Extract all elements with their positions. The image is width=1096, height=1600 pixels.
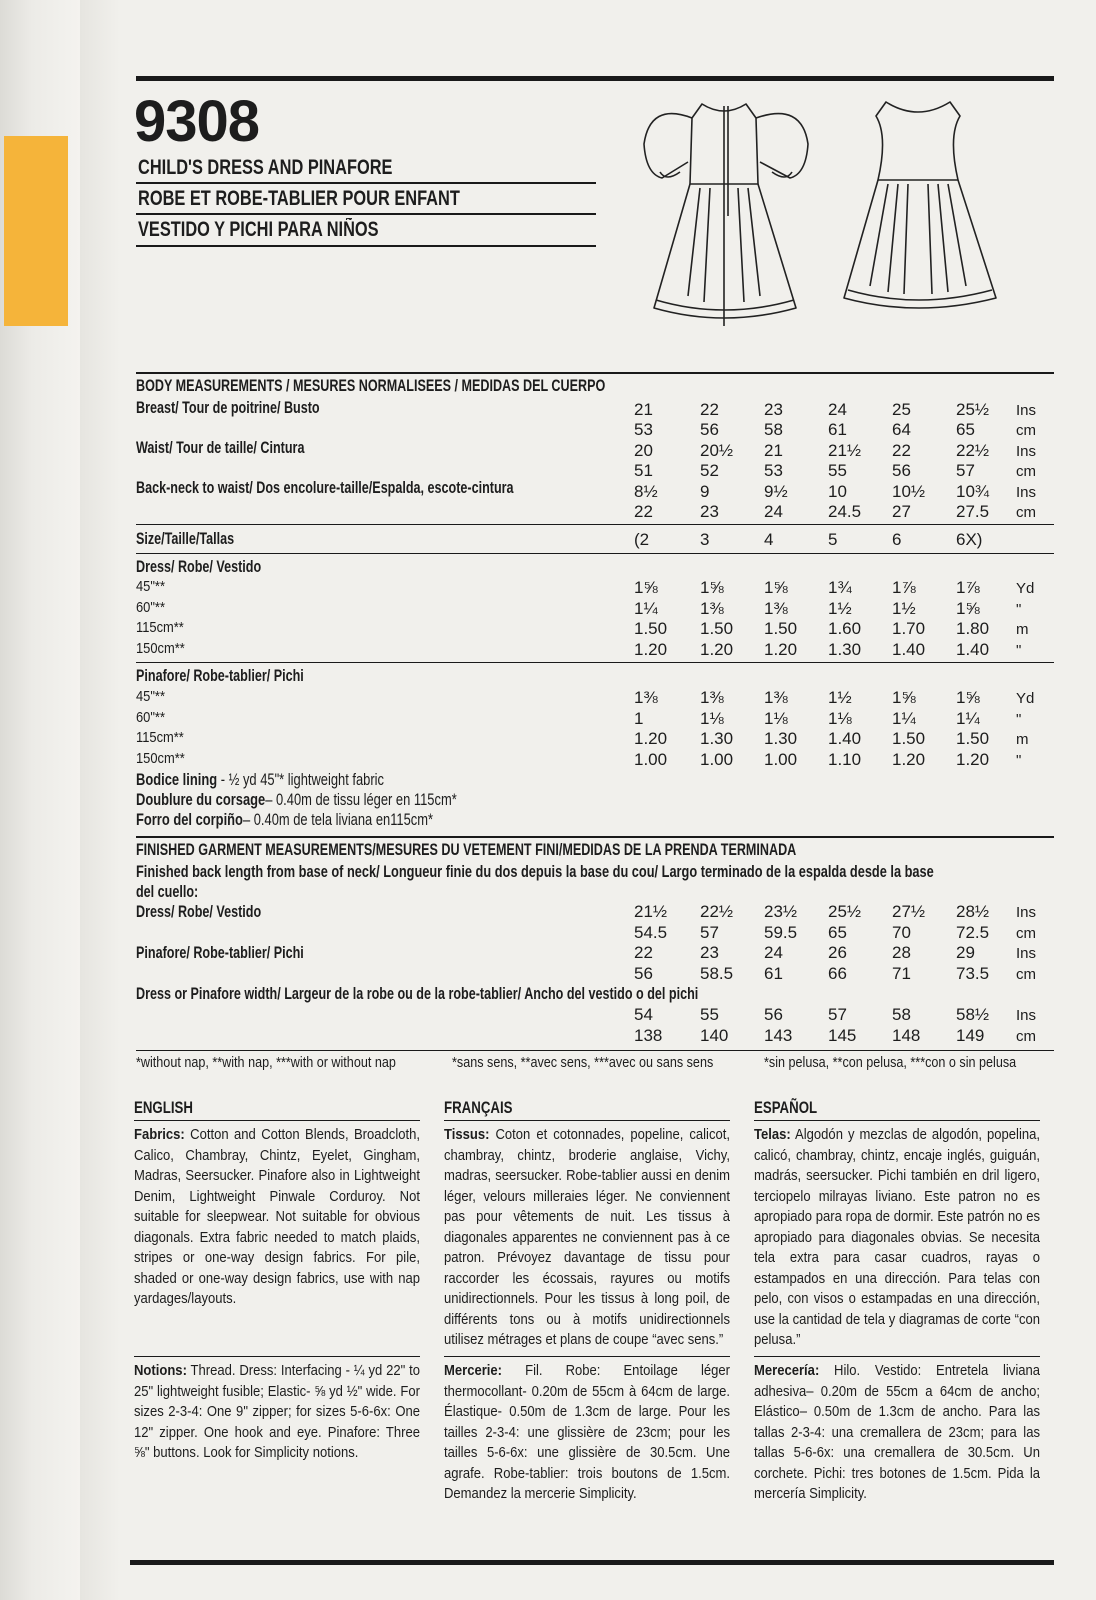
table-value: 1.00 [700, 749, 734, 769]
table-value: 1.20 [764, 639, 798, 659]
table-value: 9½ [764, 481, 788, 501]
back-neck-label: Back-neck to waist/ Dos encolure-taille/Espalda, escote-cintura [136, 478, 514, 497]
size-value: (2 [634, 530, 650, 549]
row-label: 45"** [136, 688, 165, 705]
table-value: 1.20 [634, 639, 668, 659]
column-rule [134, 1120, 420, 1121]
unit-label: Yd [1016, 690, 1035, 707]
table-value: 1.20 [700, 639, 734, 659]
table-value: 1.40 [828, 729, 862, 748]
row-label: 150cm** [136, 749, 185, 767]
table-value: 1.40 [892, 639, 926, 659]
table-value: 25½ [828, 902, 862, 921]
table-value: 54 [634, 1005, 653, 1024]
size-value: 6X) [956, 530, 983, 549]
table-value: 1⅜ [764, 688, 788, 707]
table-value: 52 [700, 461, 719, 481]
table-value: 1⅝ [956, 688, 980, 707]
table-value: 143 [764, 1025, 793, 1045]
table-value: 1⅜ [700, 688, 724, 707]
size-value: 5 [828, 530, 838, 549]
pinafore-heading: Pinafore/ Robe-tablier/ Pichi [136, 666, 304, 685]
notions-label: Mercerie: [444, 1363, 503, 1379]
table-value: 57 [828, 1005, 847, 1024]
column-rule [754, 1120, 1040, 1121]
table-value: 58.5 [700, 963, 734, 983]
table-value: 1.00 [764, 749, 798, 769]
table-value: 54.5 [634, 922, 668, 942]
row-label: 150cm** [136, 639, 185, 657]
table-value: 1¾ [828, 578, 852, 597]
table-value: 28 [892, 943, 911, 962]
table-value: 23 [700, 502, 719, 521]
table-value: 23 [700, 943, 719, 962]
dress-front-sketch [640, 96, 820, 336]
orange-tab [4, 136, 68, 326]
table-value: 57 [956, 461, 975, 481]
fabrics-text: Algodón y mezclas de algodón, popelina, calicó, chambray, chintz, encaje inglés, guiguán, madrás, seersucker. Pichi también en dril ligero, terciopelo milrayas liviano. Este patron no es apropiado para ropa de dormir. Este patrón no es apropiado para diagonales obvias. Se necesita tela extra para casar cuadros, rayas o estampados en una dirección. Para telas con pelo, con visos o estampadas en una dirección, use la cantidad de tela y diagramas de corte “con pelusa.” [754, 1127, 1040, 1348]
table-value: 1⅝ [956, 598, 980, 618]
column-heading: FRANÇAIS [444, 1098, 513, 1117]
size-value: 4 [764, 530, 774, 549]
table-value: 20 [634, 440, 653, 460]
column-rule [134, 1356, 420, 1357]
unit-label: cm [1016, 504, 1036, 521]
table-value: 1⅞ [892, 578, 916, 597]
row-label: 60"** [136, 598, 165, 616]
table-value: 1.60 [828, 619, 862, 638]
table-value: 20½ [700, 440, 734, 460]
title-rule-2 [136, 213, 596, 215]
table-value: 72.5 [956, 922, 990, 942]
notions-paragraph [444, 1361, 730, 1505]
notions-label: Merecería: [754, 1363, 820, 1379]
unit-label: Ins [1016, 483, 1037, 501]
row-label: 115cm** [136, 729, 184, 746]
table-value: 1.40 [956, 639, 990, 659]
fabrics-paragraph [134, 1125, 420, 1310]
table-value: 1 [634, 708, 644, 728]
table-value: 61 [764, 963, 783, 983]
table-value: 61 [828, 420, 847, 440]
unit-label: m [1016, 731, 1029, 748]
table-value: 22 [892, 440, 911, 460]
table-value: 1.10 [828, 749, 862, 769]
table-value: 10¾ [956, 481, 990, 501]
size-label: Size/Taille/Tallas [136, 529, 235, 548]
nap-note-english: *without nap, **with nap, ***with or without nap [136, 1054, 396, 1071]
section-rule-dress [136, 553, 1054, 554]
table-value: 1.50 [700, 619, 734, 638]
breast-label: Breast/ Tour de poitrine/ Busto [136, 398, 320, 417]
table-value: 56 [764, 1005, 783, 1024]
table-value: 58 [892, 1005, 911, 1024]
table-value: 56 [892, 461, 911, 481]
unit-label: cm [1016, 463, 1036, 481]
unit-label: cm [1016, 422, 1036, 440]
table-value: 1.30 [828, 639, 862, 659]
table-value: 53 [634, 420, 653, 440]
table-value: 22½ [700, 902, 734, 921]
size-value: 6 [892, 530, 902, 549]
table-value: 24 [764, 502, 783, 521]
section-rule-pinafore [136, 662, 1054, 663]
table-value: 58½ [956, 1005, 990, 1024]
unit-label: " [1016, 600, 1022, 618]
table-value: 70 [892, 922, 911, 942]
title-english: CHILD'S DRESS AND PINAFORE [138, 156, 393, 179]
table-value: 1⅛ [764, 708, 788, 728]
column-heading: ENGLISH [134, 1098, 193, 1117]
fabrics-label: Fabrics: [134, 1127, 185, 1143]
bottom-rule [130, 1560, 1054, 1565]
finished-dress-label: Dress/ Robe/ Vestido [136, 902, 262, 921]
table-value: 1⅝ [700, 578, 724, 597]
table-value: 10½ [892, 481, 926, 501]
table-value: 55 [828, 461, 847, 481]
unit-label: Ins [1016, 945, 1037, 962]
table-value: 1.20 [892, 749, 926, 769]
table-value: 65 [956, 420, 975, 440]
table-value: 22½ [956, 440, 990, 460]
table-value: 1½ [828, 688, 852, 707]
section-rule-finished [136, 836, 1054, 838]
table-value: 51 [634, 461, 653, 481]
fabrics-label: Telas: [754, 1127, 791, 1143]
table-value: 26 [828, 943, 847, 962]
unit-label: cm [1016, 924, 1036, 942]
table-value: 1.70 [892, 619, 926, 638]
table-value: 145 [828, 1025, 857, 1045]
fabrics-paragraph [754, 1125, 1040, 1351]
nap-note-french: *sans sens, **avec sens, ***avec ou sans sens [452, 1054, 714, 1071]
lining-spanish: Forro del corpiño– 0.40m de tela liviana en115cm* [136, 810, 434, 829]
top-rule [136, 76, 1054, 81]
table-value: 149 [956, 1025, 985, 1045]
table-value: 1⅝ [892, 688, 916, 707]
unit-label: Ins [1016, 442, 1037, 460]
column-rule [444, 1356, 730, 1357]
unit-label: " [1016, 710, 1022, 728]
title-rule-1 [136, 182, 596, 184]
table-value: 65 [828, 922, 847, 942]
table-value: 25½ [956, 400, 990, 419]
table-value: 25 [892, 400, 911, 419]
table-value: 28½ [956, 902, 990, 921]
title-spanish: VESTIDO Y PICHI PARA NIÑOS [138, 218, 379, 241]
table-value: 22 [634, 943, 653, 962]
table-value: 29 [956, 943, 975, 962]
body-measurements-heading: BODY MEASUREMENTS / MESURES NORMALISEES / MEDIDAS DEL CUERPO [136, 376, 606, 395]
table-value: 1⅜ [700, 598, 724, 618]
notions-paragraph [134, 1361, 420, 1464]
notions-label: Notions: [134, 1363, 187, 1379]
table-value: 1¼ [956, 708, 980, 728]
column-rule [444, 1120, 730, 1121]
finished-pinafore-label: Pinafore/ Robe-tablier/ Pichi [136, 943, 304, 962]
row-label: 45"** [136, 578, 165, 595]
row-label: 115cm** [136, 619, 184, 636]
table-value: 22 [700, 400, 719, 419]
title-french: ROBE ET ROBE-TABLIER POUR ENFANT [138, 187, 460, 210]
column-rule [754, 1356, 1040, 1357]
table-value: 58 [764, 420, 783, 440]
title-rule-3 [136, 245, 596, 247]
table-value: 24 [828, 400, 847, 419]
table-value: 21 [634, 400, 653, 419]
unit-label: Ins [1016, 904, 1037, 921]
table-value: 1⅝ [764, 578, 788, 597]
table-value: 140 [700, 1025, 729, 1045]
size-value: 3 [700, 530, 710, 549]
section-rule-body [136, 372, 1054, 374]
table-value: 1.80 [956, 619, 990, 638]
table-value: 21 [764, 440, 783, 460]
table-value: 55 [700, 1005, 719, 1024]
table-value: 1¼ [634, 598, 658, 618]
table-value: 56 [700, 420, 719, 440]
table-value: 1⅛ [700, 708, 724, 728]
table-value: 27 [892, 502, 911, 521]
lining-french: Doublure du corsage– 0.40m de tissu léger en 115cm* [136, 790, 457, 809]
pinafore-sketch [840, 96, 1010, 326]
table-value: 23 [764, 400, 783, 419]
unit-label: m [1016, 621, 1029, 638]
dress-heading: Dress/ Robe/ Vestido [136, 557, 262, 576]
unit-label: Ins [1016, 402, 1037, 419]
finished-subheading-cont: del cuello: [136, 882, 199, 901]
pattern-number: 9308 [134, 89, 260, 154]
notions-text: Fil. Robe: Entoilage léger thermocollant- 0.20m de 55cm à 64cm de large. Élastique- 0.50m de 1.3cm de large. Pour les tailles 2-3-4: une glissière de 23cm; pour les tailles 5-6-6x: une glissière de 30.5cm. Une agrafe. Robe-tablier: trois boutons de 1.5cm. Demandez la mercerie Simplicity. [444, 1363, 730, 1502]
table-value: 59.5 [764, 922, 798, 942]
table-value: 1½ [892, 598, 916, 618]
table-value: 66 [828, 963, 847, 983]
table-value: 53 [764, 461, 783, 481]
table-value: 8½ [634, 481, 658, 501]
table-value: 1.50 [634, 619, 668, 638]
fabrics-text: Cotton and Cotton Blends, Broadcloth, Calico, Chambray, Chintz, Eyelet, Gingham, Madras, Seersucker. Pinafore also in Lightweight Denim, Lightweight Pinwale Corduroy. Not suitable for sleepwear. Not suitable for obvious diagonals. Extra fabric needed to match plaids, stripes or one-way design fabrics. For pile, shaded or one-way design fabrics, use with nap yardages/layouts. [134, 1127, 420, 1307]
table-value: 1¼ [892, 708, 916, 728]
table-value: 1½ [828, 598, 852, 618]
table-value: 24.5 [828, 502, 862, 521]
finished-width-label: Dress or Pinafore width/ Largeur de la robe ou de la robe-tablier/ Ancho del vestido o del pichi [136, 984, 699, 1003]
table-value: 73.5 [956, 963, 990, 983]
table-value: 22 [634, 502, 653, 521]
finished-heading: FINISHED GARMENT MEASUREMENTS/MESURES DU VETEMENT FINI/MEDIDAS DE LA PRENDA TERMINADA [136, 840, 797, 859]
section-rule-nap [136, 1050, 1054, 1051]
table-value: 138 [634, 1025, 663, 1045]
row-label: 60"** [136, 708, 165, 726]
finished-subheading: Finished back length from base of neck/ Longueur finie du dos depuis la base du cou/ Largo terminado de la espalda desde la base [136, 862, 934, 881]
table-value: 1⅜ [764, 598, 788, 618]
table-value: 148 [892, 1025, 921, 1045]
envelope-flap [80, 0, 120, 1600]
table-value: 1⅞ [956, 578, 980, 597]
notions-text: Thread. Dress: Interfacing - ¼ yd 22" to 25" lightweight fusible; Elastic- ⅝ yd ½" wide. For sizes 2-3-4: One 9" zipper; for sizes 5-6-6x: One 12" zipper. One hook and eye. Pinafore: Three ⅝" buttons. Look for Simplicity notions. [134, 1363, 420, 1461]
table-value: 27.5 [956, 502, 990, 521]
table-value: 1.20 [956, 749, 990, 769]
unit-label: " [1016, 641, 1022, 659]
table-value: 1⅜ [634, 688, 658, 707]
table-value: 23½ [764, 902, 798, 921]
unit-label: cm [1016, 965, 1036, 983]
table-value: 1⅛ [828, 708, 852, 728]
table-value: 10 [828, 481, 847, 501]
table-value: 21½ [828, 440, 862, 460]
table-value: 1.00 [634, 749, 668, 769]
notions-paragraph [754, 1361, 1040, 1505]
notions-text: Hilo. Vestido: Entretela liviana adhesiva– 0.20m de 55cm a 64cm de ancho; Elástico– 0.50m de 1.3cm de ancho. Para las tallas 2-3-4: una cremallera de 23cm; para las tallas 5-6-6x: una cremallera de 30.5cm. Un corchete. Pichi: tres botones de 1.5cm. Pida la mercería Simplicity. [754, 1363, 1040, 1502]
column-heading: ESPAÑOL [754, 1098, 818, 1117]
fabrics-paragraph [444, 1125, 730, 1351]
table-value: 1⅝ [634, 578, 658, 597]
unit-label: Ins [1016, 1007, 1037, 1024]
waist-label: Waist/ Tour de taille/ Cintura [136, 438, 305, 457]
table-value: 24 [764, 943, 783, 962]
table-value: 1.50 [892, 729, 926, 748]
table-value: 9 [700, 481, 710, 501]
table-value: 1.30 [764, 729, 798, 748]
lining-english: Bodice lining - ½ yd 45"* lightweight fabric [136, 770, 385, 789]
table-value: 1.50 [764, 619, 798, 638]
unit-label: Yd [1016, 580, 1035, 597]
table-value: 57 [700, 922, 719, 942]
table-value: 71 [892, 963, 911, 983]
table-value: 27½ [892, 902, 926, 921]
table-value: 1.20 [634, 729, 668, 748]
unit-label: " [1016, 751, 1022, 769]
fabrics-text: Coton et cotonnades, popeline, calicot, chambray, chintz, broderie anglaise, Vichy, madras, seersucker. Robe-tablier aussi en denim léger, velours milleraies léger. Ne conviennent pas pour vêtements de nuit. Les tissus à diagonales apparentes ne conviennent pas à ce patron. Prévoyez davantage de tissu pour raccorder les écossais, rayures ou motifs unidirectionnels. Pour les tissus à long poil, de différents tons ou à motifs unidirectionnels utilisez métrages et plans de coupe “avec sens.” [444, 1127, 730, 1348]
nap-note-spanish: *sin pelusa, **con pelusa, ***con o sin pelusa [764, 1054, 1017, 1071]
table-value: 64 [892, 420, 911, 440]
fabrics-label: Tissus: [444, 1127, 490, 1143]
unit-label: cm [1016, 1027, 1036, 1045]
table-value: 1.50 [956, 729, 990, 748]
section-rule-size [136, 524, 1054, 525]
table-value: 21½ [634, 902, 668, 921]
table-value: 56 [634, 963, 653, 983]
table-value: 1.30 [700, 729, 734, 748]
